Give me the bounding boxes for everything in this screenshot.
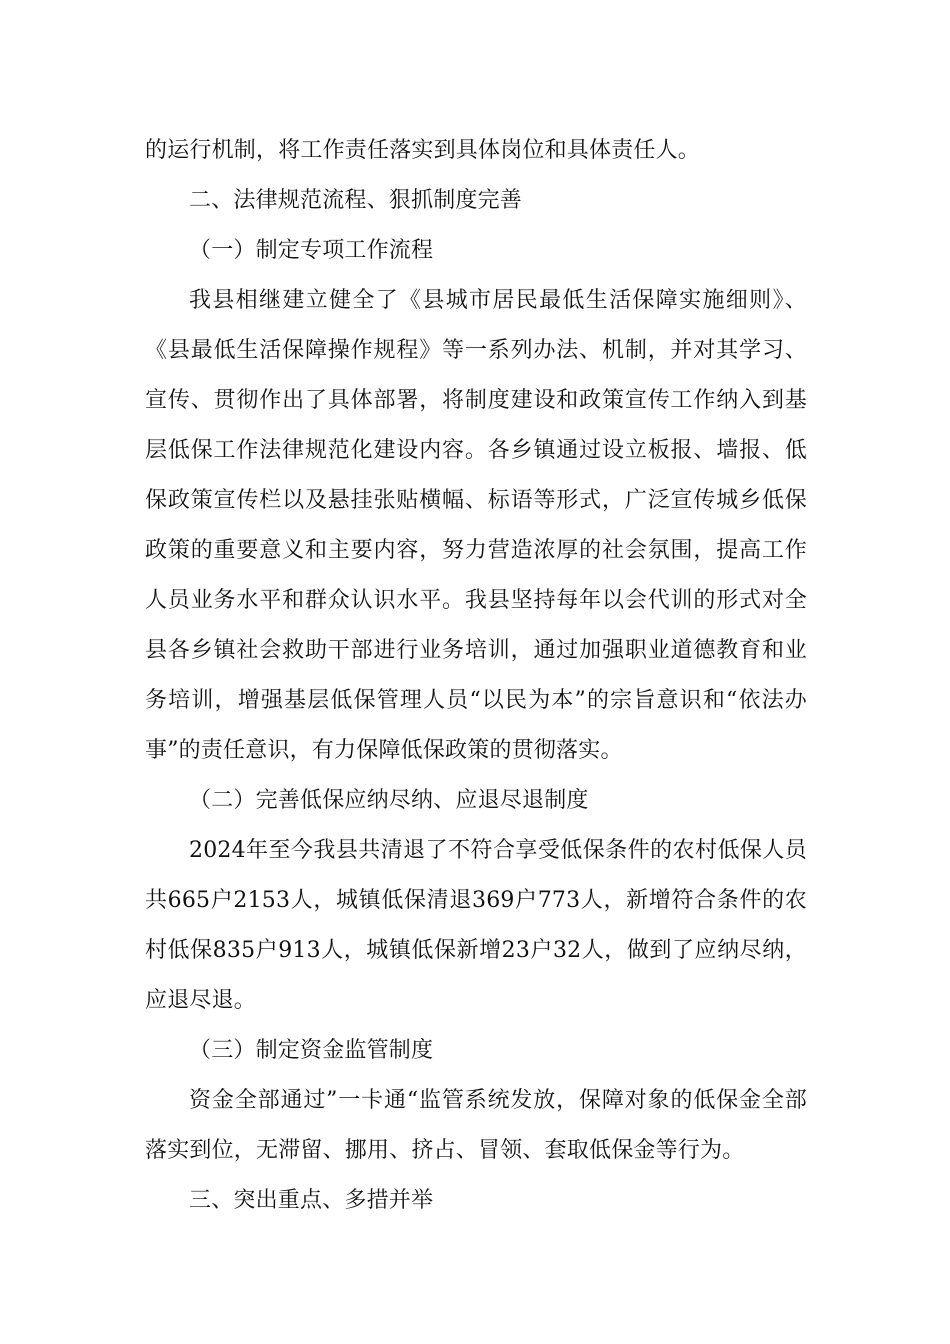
subsection-heading-1: （一）制定专项工作流程	[189, 238, 434, 263]
document-body	[145, 126, 807, 1226]
subsection-heading-3: （三）制定资金监管制度	[189, 1038, 434, 1063]
paragraph-statistics: 2024年至今我县共清退了不符合享受低保条件的农村低保人员共665户2153人，城镇低保清退369户773人，新增符合条件的农村低保835户913人，城镇低保新增23户32人，做到了应纳尽纳，应退尽退。	[145, 838, 807, 1013]
section-heading-2: 二、法律规范流程、狠抓制度完善	[189, 188, 523, 213]
paragraph-continued: 的运行机制，将工作责任落实到具体岗位和具体责任人。	[145, 138, 701, 163]
section-heading-3: 三、突出重点、多措并举	[189, 1188, 434, 1213]
paragraph-funds: 资金全部通过”一卡通“监管系统发放，保障对象的低保金全部落实到位，无滞留、挪用、挤占、冒领、套取低保金等行为。	[145, 1088, 807, 1163]
paragraph-regulations: 我县相继建立健全了《县城市居民最低生活保障实施细则》、《县最低生活保障操作规程》等一系列办法、机制，并对其学习、宣传、贯彻作出了具体部署，将制度建设和政策宣传工作纳入到基层低保工作法律规范化建设内容。各乡镇通过设立板报、墙报、低保政策宣传栏以及悬挂张贴横幅、标语等形式，广泛宣传城乡低保政策的重要意义和主要内容，努力营造浓厚的社会氛围，提高工作人员业务水平和群众认识水平。我县坚持每年以会代训的形式对全县各乡镇社会救助干部进行业务培训，通过加强职业道德教育和业务培训，增强基层低保管理人员“以民为本”的宗旨意识和“依法办事”的责任意识，有力保障低保政策的贯彻落实。	[145, 288, 807, 763]
subsection-heading-2: （二）完善低保应纳尽纳、应退尽退制度	[189, 788, 589, 813]
